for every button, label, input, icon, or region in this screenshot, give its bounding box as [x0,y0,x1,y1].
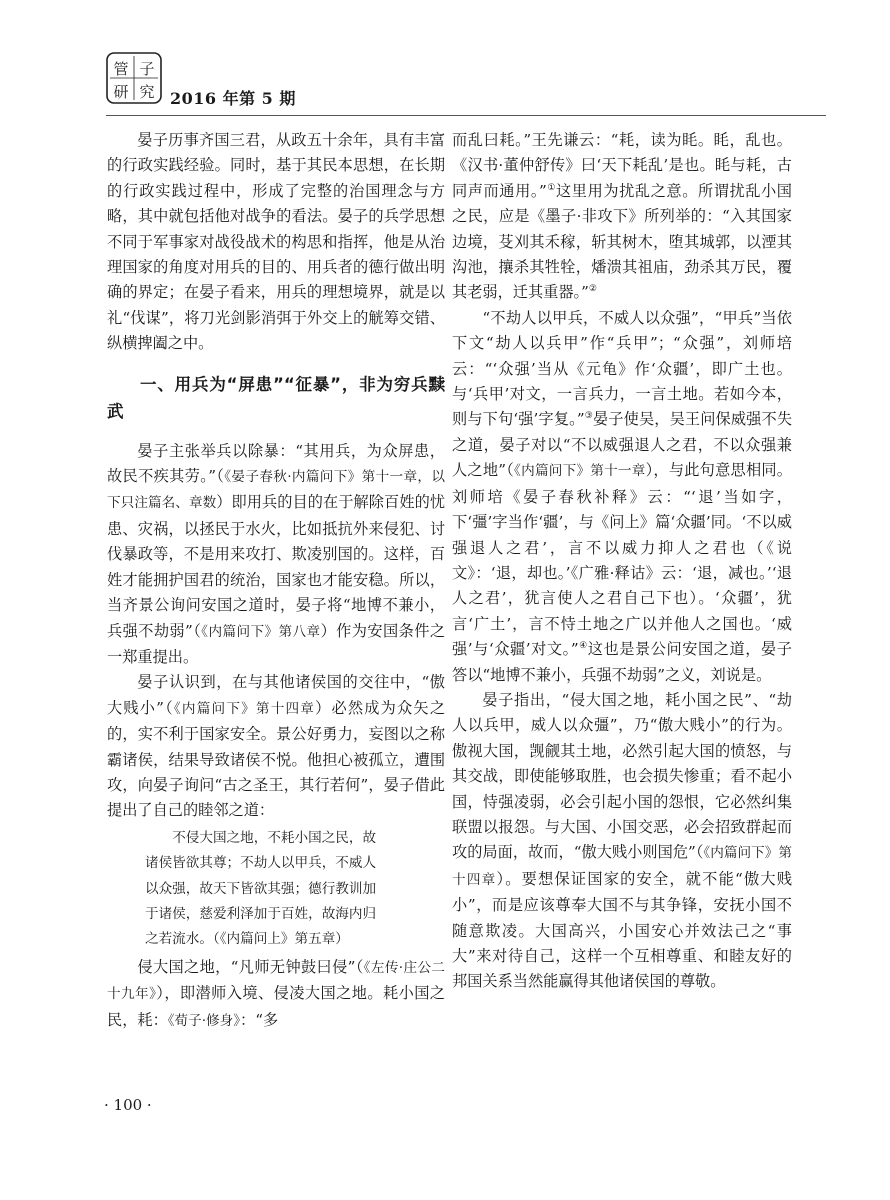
svg-text:究: 究 [139,83,155,101]
footnote-marker: ③ [584,411,593,422]
svg-text:子: 子 [139,60,155,78]
citation: 《内篇问下》第八章 [201,623,321,640]
citation: 《内篇问下》第十一章 [514,463,646,480]
citation: 《内篇问下》第十四章 [452,845,793,888]
svg-text:研: 研 [113,83,129,101]
left-column [107,128,445,1034]
footnote-marker: ④ [578,641,588,652]
paragraph: 晏子指出，“侵大国之地，耗小国之民”、“劫人以兵甲，威人以众彊”，乃“傲大贱小”的行为。傲视大国，觊觎其土地，必然引起大国的愤怒，与其交战，即使能够取胜，也会损失惨重；看不起小国，恃强凌弱，必会引起小国的怨恨，它必然纠集联盟以报怨。与大国、小国交恶，必会招致群起而攻的局面，故而，“傲大贱小则国危”（《内篇问下》第十四章）。要想保证国家的安全，就不能“傲大贱小”，而是应该尊奉大国不与其争锋，安抚小国不随意欺凌。大国高兴，小国安心并效法己之“事大”来对待自己，这样一个互相尊重、和睦友好的邦国关系当然能赢得其他诸侯国的尊敬。 [452,690,793,991]
citation: 《内篇问下》第十四章 [173,700,316,717]
issue-label: 2016 年第 5 期 [170,89,296,108]
citation: 《左传·庄公二十九年》 [107,959,445,1003]
journal-logo [106,52,162,104]
paragraph: 晏子主张举兵以除暴：“其用兵，为众屏患，故民不疾其劳。”（《晏子春秋·内篇问下》第十一章，以下只注篇名、章数）即用兵的目的在于解除百姓的忧患、灾祸，以拯民于水火，比如抵抗外来侵犯、讨伐暴政等，不是用来攻打、欺凌别国的。这样，百姓才能拥护国君的统治，国家也才能安稳。所以，当齐景公询问安国之道时，晏子将“地博不兼小，兵强不劫弱”（《内篇问下》第八章）作为安国条件之一郑重提出。 [107,441,446,666]
header-rule [106,115,826,116]
paragraph: 晏子历事齐国三君，从政五十余年，具有丰富的行政实践经验。同时，基于其民本思想，在长期的行政实践过程中，形成了完整的治国理念与方略，其中就包括他对战争的看法。晏子的兵学思想不同于军事家对战役战术的构思和指挥，他是从治理国家的角度对用兵的目的、用兵者的德行做出明确的界定；在晏子看来，用兵的理想境界，就是以礼“伐谋”，将刀光剑影消弭于外交上的觥筹交错、纵横捭阖之中。 [107,131,445,353]
svg-text:管: 管 [113,60,129,78]
page-header [106,50,806,112]
paragraph: 而乱曰耗。”王先谦云：“耗，读为眊。眊，乱也。《汉书·董仲舒传》曰‘天下耗乱’是也。眊与耗，古同声而通用。”①这里用为扰乱之意。所谓扰乱小国之民，应是《墨子·非攻下》所列举的：“入其国家边境，芟刈其禾稼，斩其树木，堕其城郭，以湮其沟池，攘杀其牲牷，燔溃其祖庙，劲杀其万民，覆其老弱，迁其重器。”② [452,131,792,302]
section-heading: 一、用兵为“屏患”“征暴”，非为穷兵黩武 [107,374,445,421]
paragraph: 侵大国之地，“凡师无钟鼓曰侵”（《左传·庄公二十九年》），即潜师入境、侵凌大国之地。耗小国之民，耗：《荀子·修身》：“多 [107,957,445,1029]
paragraph: 晏子认识到，在与其他诸侯国的交往中，“傲大贱小”（《内篇问下》第十四章）必然成为众矢之的，实不利于国家安全。景公好勇力，妄图以之称霸诸侯，结果导致诸侯不悦。他担心被孤立，遭围攻，向晏子询问“古之圣王，其行若何”，晏子借此提出了自己的睦邻之道： [107,673,446,820]
citation: 《晏子春秋·内篇问下》第十一章，以下只注篇名、章数 [107,469,445,512]
right-column [452,128,792,995]
citation: 《荀子·修身》 [167,1012,241,1029]
page-number: · 100 · [104,1096,152,1114]
paragraph: “不劫人以甲兵，不威人以众强”，“甲兵”当依下文“劫人以兵甲”作“兵甲”；“众强”，刘师培云：“‘众强’当从《元龟》作‘众疆’，即广土也。与‘兵甲’对文，一言兵力，一言土地。若如今本，则与下句‘强’字复。”③晏子使吴，吴王问保威强不失之道，晏子对以“不以威强退人之君，不以众强兼人之地”（《内篇问下》第十一章），与此句意思相同。刘师培《晏子春秋补释》云：“‘退’当如字，下‘彊’字当作‘疆’，与《问上》篇‘众疆’同。‘不以威强退人之君’，言不以威力抑人之君也（《说文》：‘退，却也。’《广雅·释诂》云：‘退，减也。’‘退人之君’，犹言使人之君自己下也）。‘众疆’，犹言‘广土’，言不恃土地之广以并他人之国也。‘威强’与‘众疆’对文。”④这也是景公问安国之道，晏子答以“地博不兼小，兵强不劫弱”之义，刘说是。 [452,308,793,684]
footnote-marker: ① [546,182,557,193]
block-quote: 不侵大国之地，不耗小国之民，故 诸侯皆欲其尊；不劫人以甲兵，不威人 以众强，故天下皆欲其强；德行教训加 于诸侯，慈爱利泽加于百姓，故海内归 之若流水。（《内篇问上》第五章） [145,829,377,948]
footnote-marker: ② [588,284,597,295]
